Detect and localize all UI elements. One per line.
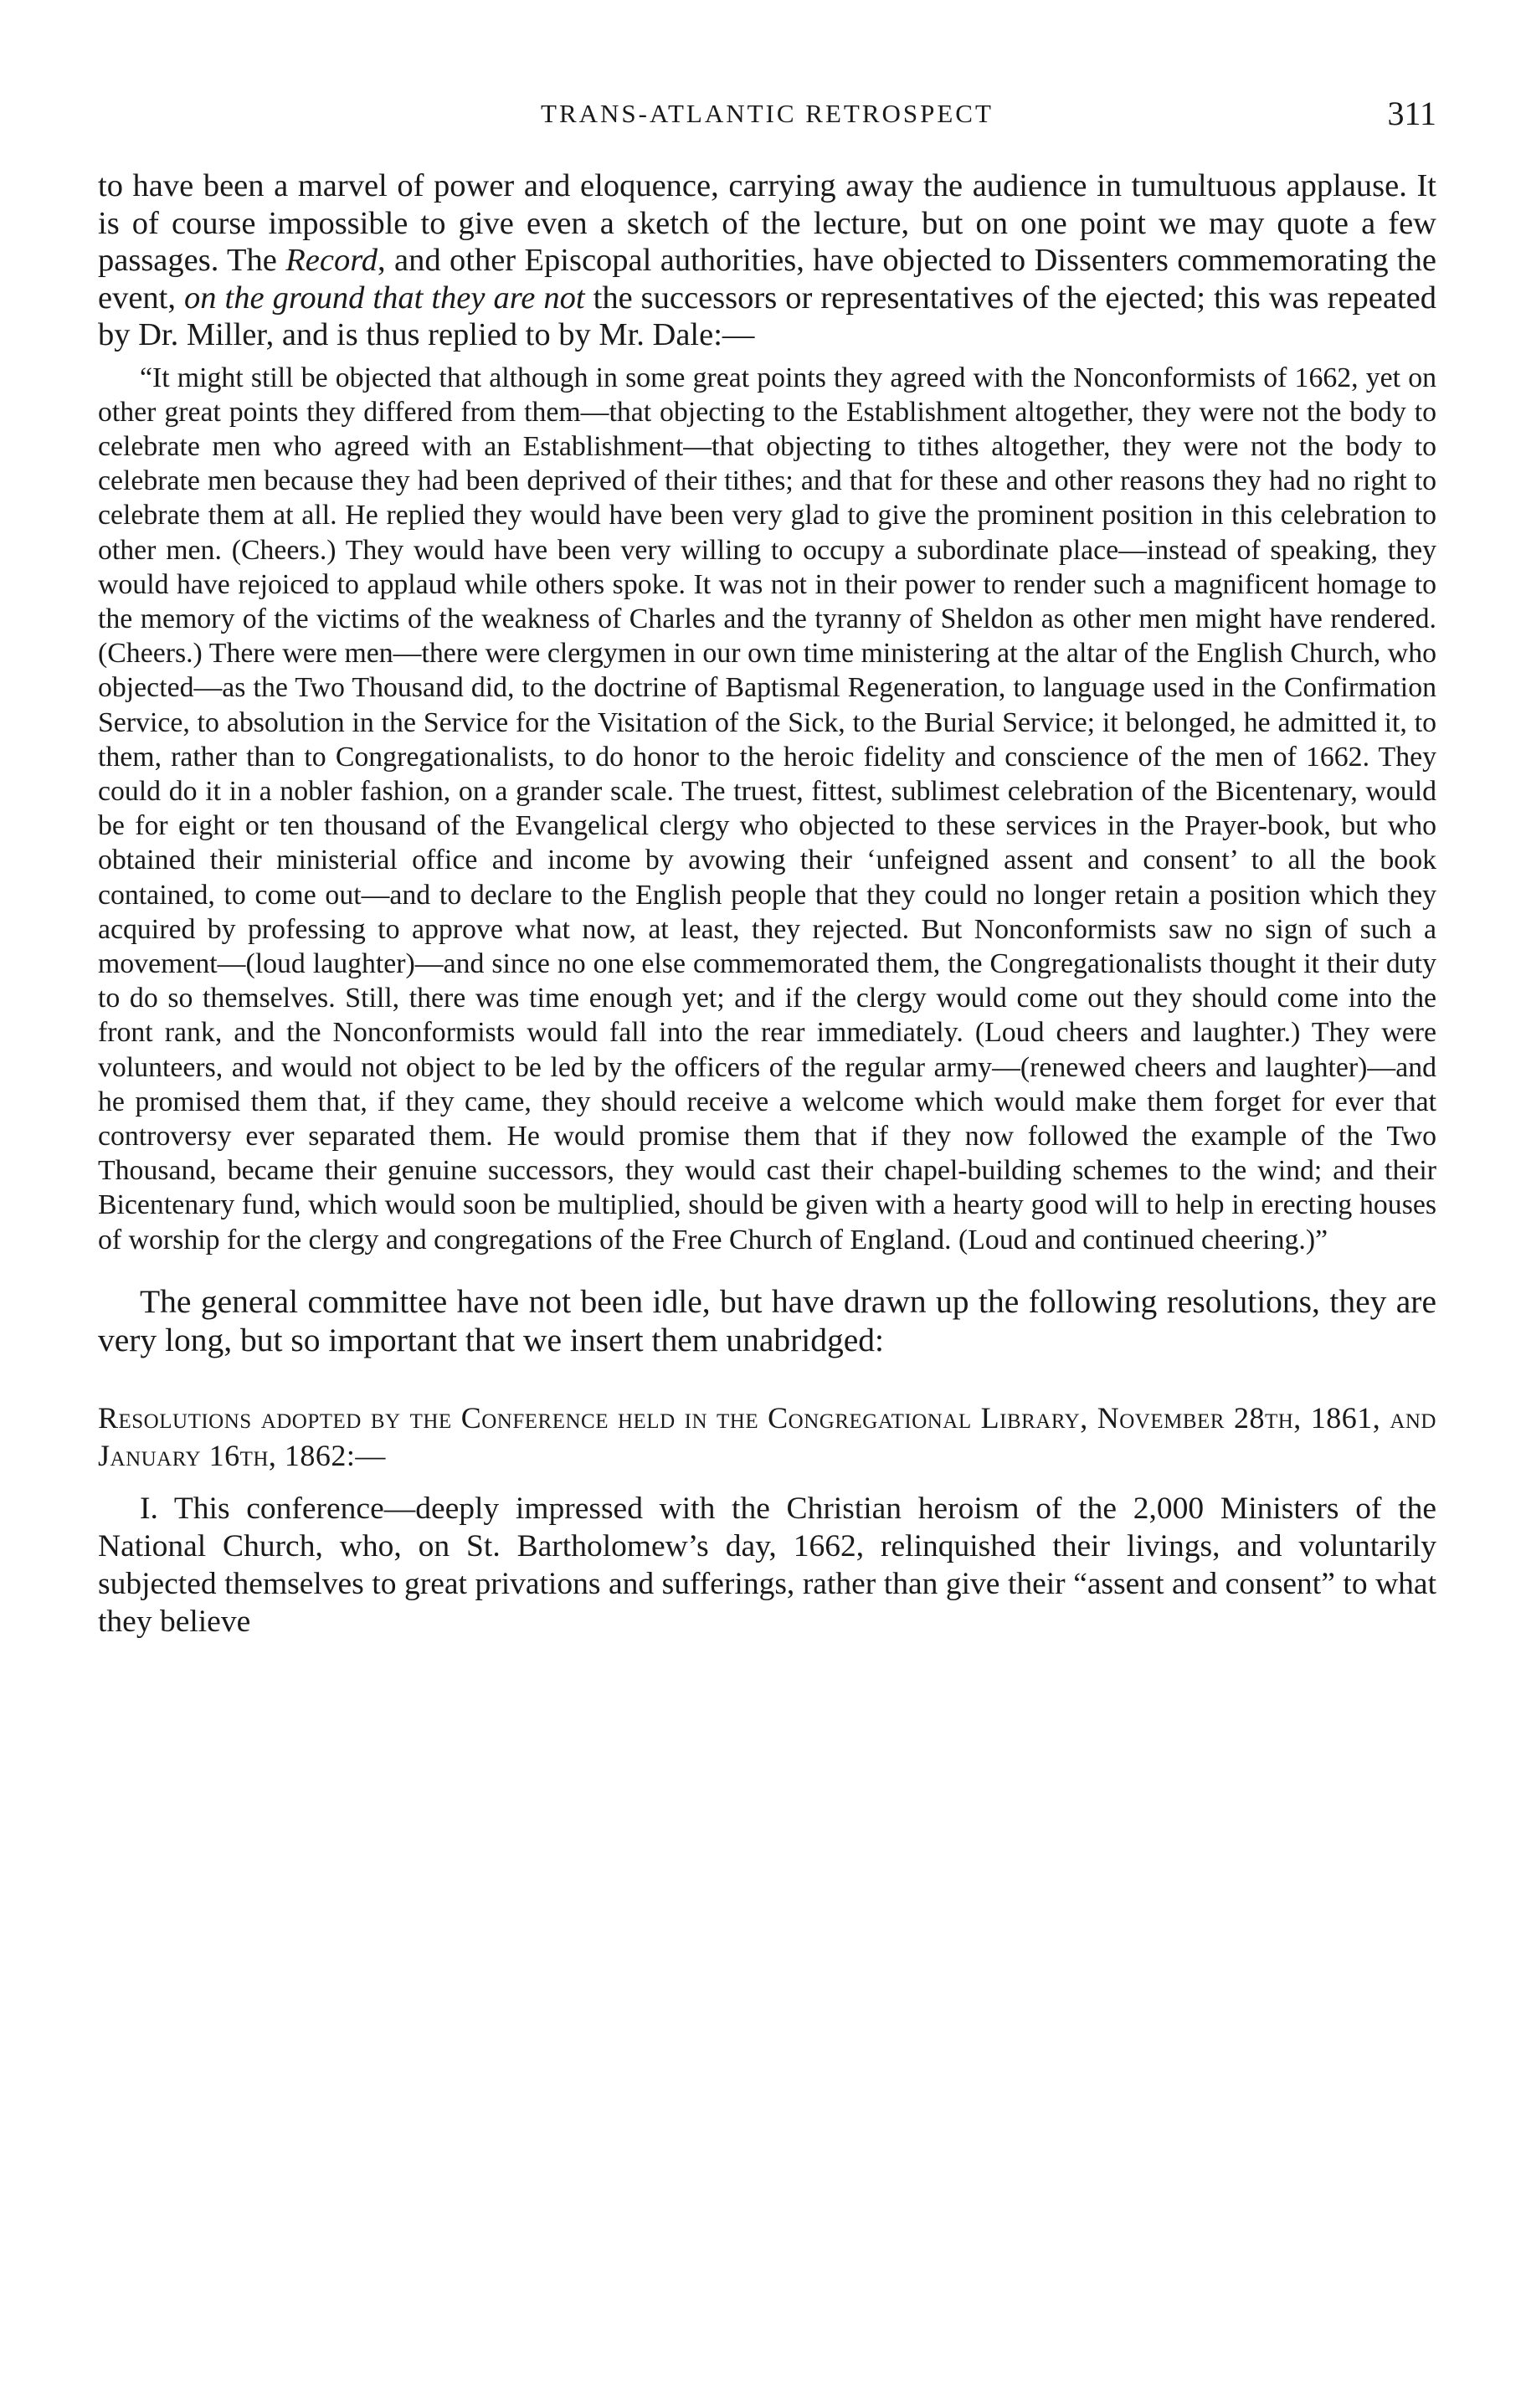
paragraph-1-italic-ground: on the ground that they are not xyxy=(184,280,585,316)
body-paragraph-1 xyxy=(98,167,1436,354)
paragraph-1-text-a: to have been a marvel of power and eloquence, carrying away the audience in tumultuous applause. It is of course impossible to give even a sketch of the lecture, but on one point we may quote a few passages. The xyxy=(98,168,1436,278)
paragraph-1-text-c: the successors or representatives of the ejected; this was repeated by Dr. Miller, and is thus replied to by Mr. Dale:— xyxy=(98,280,1436,352)
resolutions-heading: Resolutions adopted by the Conference held in the Congregational Library, November 28th, 1861, and January 16th, 1862:— xyxy=(98,1400,1436,1472)
running-title: TRANS-ATLANTIC RETROSPECT xyxy=(541,99,994,128)
body-paragraph-2: The general committee have not been idle, but have drawn up the following resolutions, they are very long, but so important that we insert them unabridged: xyxy=(98,1282,1436,1358)
paragraph-1-text-b: , and other Episcopal authorities, have objected to Dissenters commemorating the event, xyxy=(98,243,1436,316)
page-number: 311 xyxy=(1387,95,1436,132)
paragraph-1-italic-record: Record xyxy=(285,243,378,278)
running-head xyxy=(98,95,1436,132)
resolution-1: I. This conference—deeply impressed with the Christian heroism of the 2,000 Ministers of the National Church, who, on St. Bartholomew’s day, 1662, relinquished their livings, and voluntarily subjected themselves to great privations and sufferings, rather than give their “assent and consent” to what they believe xyxy=(98,1491,1436,1639)
quoted-speech: “It might still be objected that although in some great points they agreed with the Nonconformists of 1662, yet on other great points they differed from them—that objecting to the Establishment altogether, they were not the body to celebrate men who agreed with an Establishment—that objecting to tithes altogether, they were not the body to celebrate men because they had been deprived of their tithes; and that for these and other reasons they had no right to celebrate them at all. He replied they would have been very glad to give the prominent position in this celebration to other men. (Cheers.) They would have been very willing to occupy a subordinate place—instead of speaking, they would have rejoiced to applaud while others spoke. It was not in their power to render such a magnificent homage to the memory of the victims of the weakness of Charles and the tyranny of Sheldon as other men might have rendered. (Cheers.) There were men—there were clergymen in our own time ministering at the altar of the English Church, who objected—as the Two Thousand did, to the doctrine of Baptismal Regeneration, to language used in the Confirmation Service, to absolution in the Service for the Visitation of the Sick, to the Burial Service; it belonged, he admitted it, to them, rather than to Congregationalists, to do honor to the heroic fidelity and conscience of the men of 1662. They could do it in a nobler fashion, on a grander scale. The truest, fittest, sublimest celebration of the Bicentenary, would be for eight or ten thousand of the Evangelical clergy who objected to these services in the Prayer-book, but who obtained their ministerial office and income by avowing their ‘unfeigned assent and consent’ to all the book contained, to come out—and to declare to the English people that they could no longer retain a position which they acquired by professing to approve what now, at least, they rejected. But Nonconformists saw no sign of such a movement—(loud laughter)—and since no one else commemorated them, the Congregationalists thought it their duty to do so themselves. Still, there was time enough yet; and if the clergy would come out they should come into the front rank, and the Nonconformists would fall into the rear immediately. (Loud cheers and laughter.) They were volunteers, and would not object to be led by the officers of the regular army—(renewed cheers and laughter)—and he promised them that, if they came, they should receive a welcome which would make them forget for ever that controversy ever separated them. He would promise them that if they now followed the example of the Two Thousand, became their genuine successors, they would cast their chapel-building schemes to the wind; and their Bicentenary fund, which would soon be multiplied, should be given with a hearty good will to help in erecting houses of worship for the clergy and congregations of the Free Church of England. (Loud and continued cheering.)” xyxy=(98,362,1436,1255)
